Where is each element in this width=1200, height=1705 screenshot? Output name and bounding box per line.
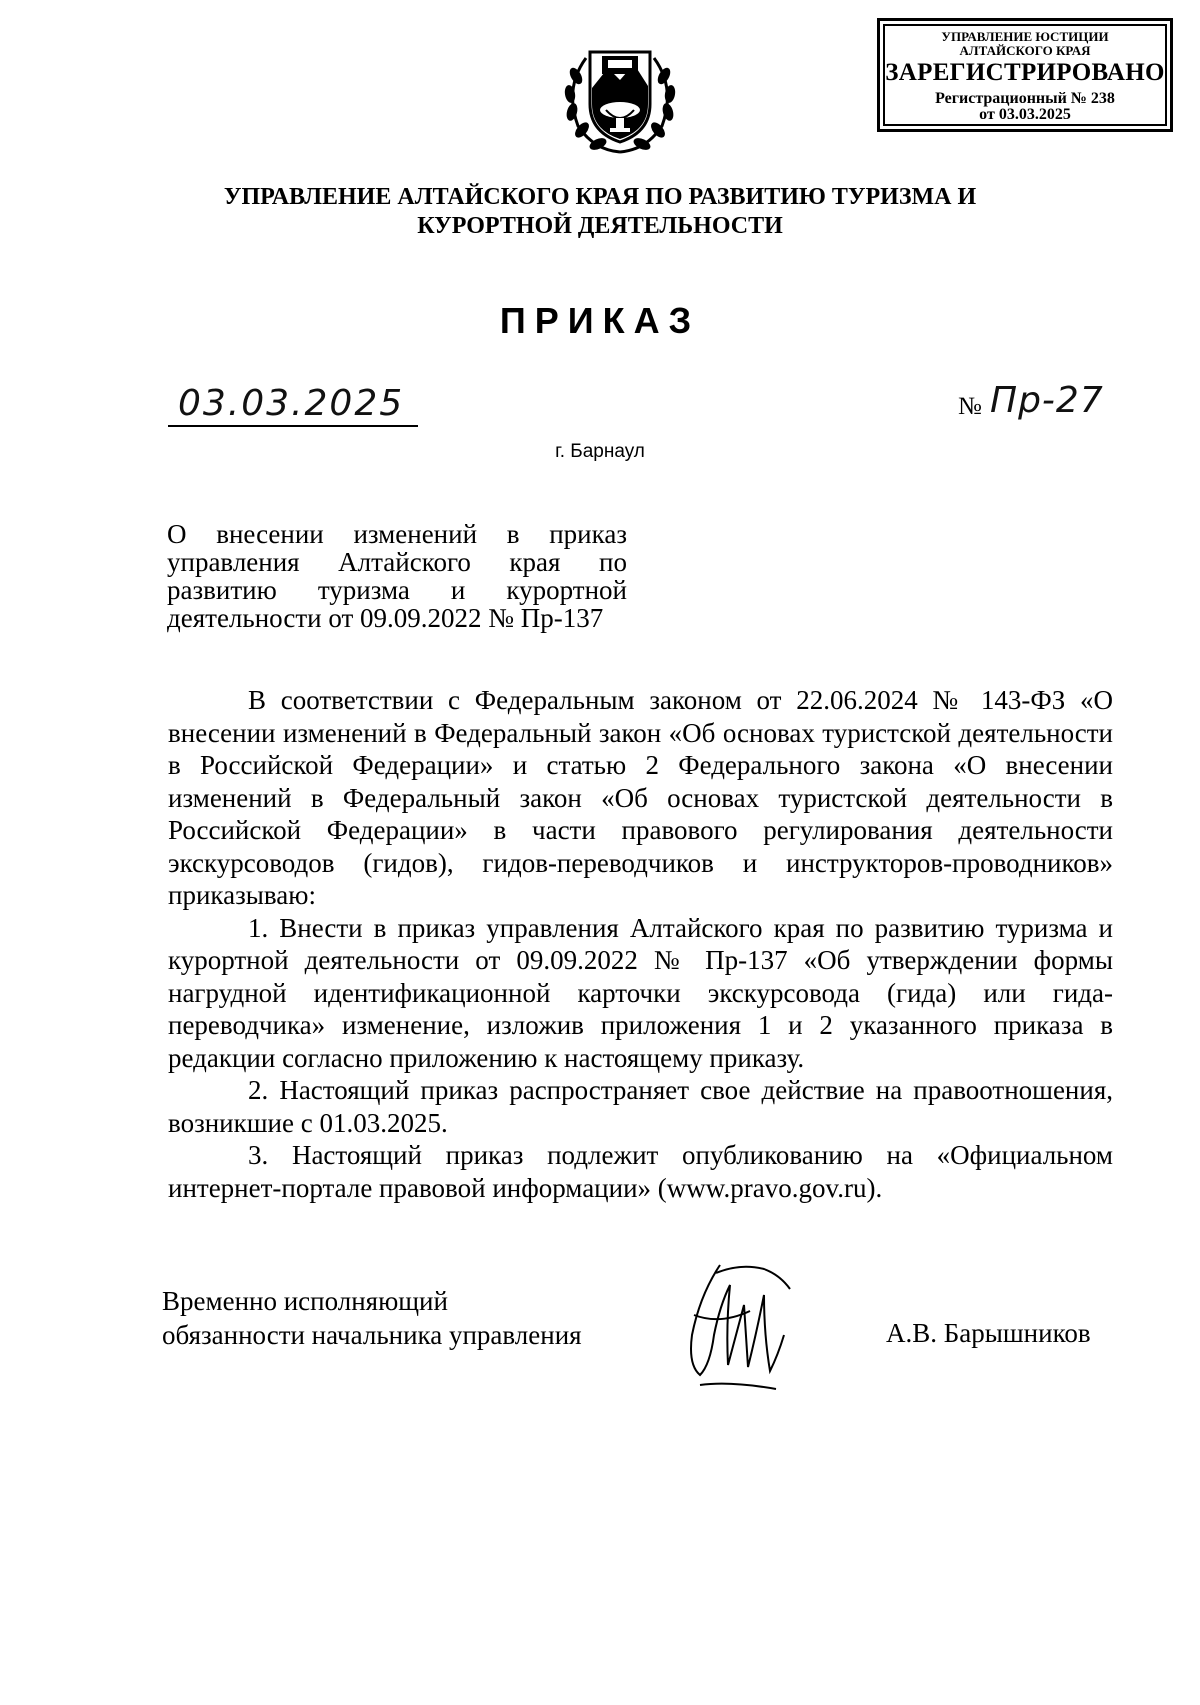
registration-stamp [877, 18, 1173, 132]
order-subject: О внесении изменений в приказ управления Алтайского края по развитию туризма и курортной деятельности от 09.09.2022 № Пр-137 [167, 519, 627, 633]
clause-paragraph: 1. Внести в приказ управления Алтайского края по развитию туризма и курортной деятельности от 09.09.2022 № Пр-137 «Об утверждении формы нагрудной идентификационной карточки экскурсовода (гида) или гида-переводчика» изменение, изложив приложения 1 и 2 указанного приказа в редакции согласно приложению к настоящему приказу. [168, 912, 1113, 1073]
coat-of-arms-icon [556, 38, 684, 158]
date-underline [168, 425, 418, 427]
clause-paragraph: 3. Настоящий приказ подлежит опубликованию на «Официальном интернет-портале правовой информации» (www.pravo.gov.ru). [168, 1140, 1113, 1203]
preamble-paragraph: В соответствии с Федеральным законом от 22.06.2024 № 143-ФЗ «О внесении изменений в Федеральный закон «Об основах туристской деятельности в Российской Федерации» и статью 2 Федерального закона «О внесении изменений в Федеральный закон «Об основах туристской деятельности в Российской Федерации» в части правового регулирования деятельности экскурсоводов (гидов), гидов-переводчиков и инструкторов-проводников» приказываю: [168, 685, 1113, 910]
order-date: 03.03.2025 [178, 383, 405, 424]
order-body [168, 684, 1113, 1204]
signatory-position: Временно исполняющий обязанности начальника управления [162, 1286, 582, 1350]
stamp-status: ЗАРЕГИСТРИРОВАНО [885, 59, 1165, 87]
number-label: № [958, 393, 982, 420]
stamp-reg-date: от 03.03.2025 [979, 106, 1071, 124]
city: г. Барнаул [555, 441, 645, 462]
stamp-reg-number: Регистрационный № 238 [935, 89, 1115, 107]
stamp-org: УПРАВЛЕНИЕ ЮСТИЦИИ АЛТАЙСКОГО КРАЯ [941, 29, 1109, 58]
organization-title: УПРАВЛЕНИЕ АЛТАЙСКОГО КРАЯ ПО РАЗВИТИЮ ТУРИЗМА И КУРОРТНОЙ ДЕЯТЕЛЬНОСТИ [223, 184, 977, 239]
clause-paragraph: 2. Настоящий приказ распространяет свое действие на правоотношения, возникшие с 01.03.2025. [168, 1075, 1113, 1138]
document-type-heading: ПРИКАЗ [499, 300, 701, 341]
order-number: Пр-27 [990, 380, 1104, 421]
signatory-name: А.В. Барышников [886, 1318, 1091, 1348]
handwritten-signature [680, 1255, 800, 1395]
